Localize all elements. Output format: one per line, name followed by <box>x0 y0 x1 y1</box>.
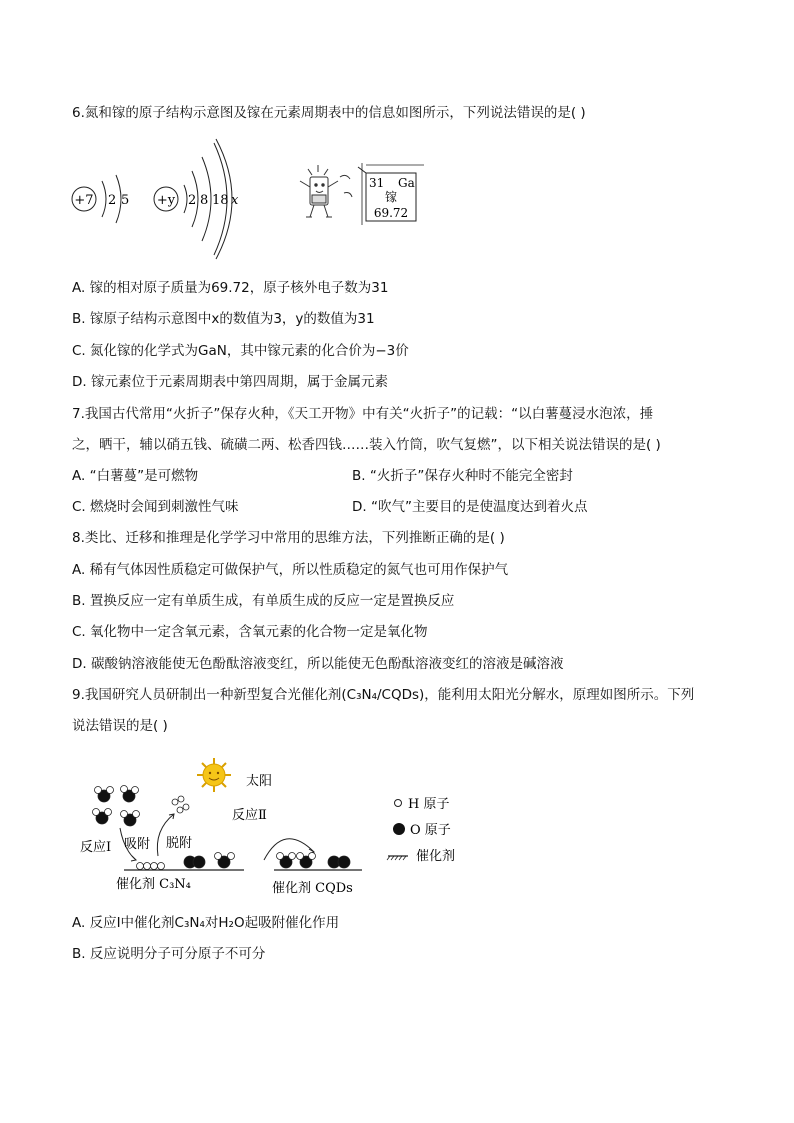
reaction-1-label: 反应Ⅰ <box>80 840 112 855</box>
q9-option-a: A. 反应Ⅰ中催化剂C₃N₄对H₂O起吸附催化作用 <box>72 915 340 931</box>
adsorbed-atoms <box>137 853 235 870</box>
q9-option-b: B. 反应说明分子可分原子不可分 <box>72 946 266 962</box>
q6-option-a: A. 镓的相对原子质量为69.72，原子核外电子数为31 <box>72 280 389 296</box>
gallium-periodic-table-cell <box>358 163 424 225</box>
q8-option-a: A. 稀有气体因性质稳定可做保护气，所以性质稳定的氮气也可用作保护气 <box>72 562 509 578</box>
q7-option-c: C. 燃烧时会闻到刺激性气味 <box>72 499 239 515</box>
catalyst-c3n4-label: 催化剂 C₃N₄ <box>116 877 191 892</box>
ga-electron-shell-3: 18 <box>212 193 229 208</box>
catalyst-cqds-label: 催化剂 CQDs <box>272 881 353 896</box>
q7-option-b: B. “火折子”保存火种时不能完全密封 <box>352 468 573 484</box>
q9-photocatalysis-figure <box>74 752 494 902</box>
n-nucleus: +7 <box>74 193 94 208</box>
cell-symbol: Ga <box>398 176 415 190</box>
ga-electron-shell-4: x <box>231 193 239 208</box>
q9-stem-line1: 9.我国研究人员研制出一种新型复合光催化剂(C₃N₄/CQDs)，能利用太阳光分解水，原理如图所示。下列 <box>72 687 695 703</box>
adsorb-label: 吸附 <box>124 837 151 852</box>
water-molecules-left <box>93 786 140 827</box>
q8-option-b: B. 置换反应一定有单质生成，有单质生成的反应一定是置换反应 <box>72 593 455 609</box>
q8-option-c: C. 氧化物中一定含氧元素，含氧元素的化合物一定是氧化物 <box>72 624 428 640</box>
cell-atomic-number: 31 <box>369 176 385 190</box>
sun-label: 太阳 <box>246 774 273 789</box>
legend-o-atom: O 原子 <box>410 823 451 838</box>
n-electron-shell-1: 2 <box>108 193 117 208</box>
gallium-atom-diagram <box>154 139 239 259</box>
q6-option-b: B. 镓原子结构示意图中x的数值为3，y的数值为31 <box>72 311 375 327</box>
ga-nucleus: +y <box>156 193 176 208</box>
q6-stem: 6.氮和镓的原子结构示意图及镓在元素周期表中的信息如图所示，下列说法错误的是( ) <box>72 105 586 121</box>
desorb-label: 脱附 <box>166 836 193 851</box>
cell-name: 镓 <box>384 190 398 204</box>
cell-atomic-mass: 69.72 <box>373 206 409 220</box>
ga-electron-shell-2: 8 <box>200 193 209 208</box>
cartoon-element-character-icon <box>300 165 352 217</box>
nitrogen-atom-diagram <box>72 175 129 223</box>
q6-option-c: C. 氮化镓的化学式为GaN，其中镓元素的化合价为−3价 <box>72 343 409 359</box>
reaction-2-label: 反应Ⅱ <box>232 808 267 823</box>
legend-catalyst: 催化剂 <box>416 849 456 864</box>
q7-option-a: A. “白薯蔓”是可燃物 <box>72 468 199 484</box>
hydrogen-molecules <box>172 796 189 813</box>
ga-electron-shell-1: 2 <box>188 193 197 208</box>
q6-option-d: D. 镓元素位于元素周期表中第四周期，属于金属元素 <box>72 374 388 390</box>
cqds-molecules <box>277 853 351 869</box>
q9-stem-line2: 说法错误的是( ) <box>72 718 168 734</box>
q7-option-d: D. “吹气”主要目的是使温度达到着火点 <box>352 499 588 515</box>
legend <box>387 797 455 864</box>
q8-option-d: D. 碳酸钠溶液能使无色酚酞溶液变红，所以能使无色酚酞溶液变红的溶液是碱溶液 <box>72 656 564 672</box>
sun-icon <box>197 758 231 792</box>
q6-atom-structure-figure <box>66 135 436 260</box>
q7-stem-line2: 之，晒干，辅以硝五钱、硫磺二两、松香四钱……装入竹筒，吹气复燃”，以下相关说法错误的是( ) <box>72 437 661 453</box>
q7-stem-line1: 7.我国古代常用“火折子”保存火种，《天工开物》中有关“火折子”的记载：“以白薯蔓浸水泡浓，捶 <box>72 406 654 422</box>
n-electron-shell-2: 5 <box>121 193 130 208</box>
q8-stem: 8.类比、迁移和推理是化学学习中常用的思维方法，下列推断正确的是( ) <box>72 530 505 546</box>
legend-h-atom: H 原子 <box>408 797 450 812</box>
